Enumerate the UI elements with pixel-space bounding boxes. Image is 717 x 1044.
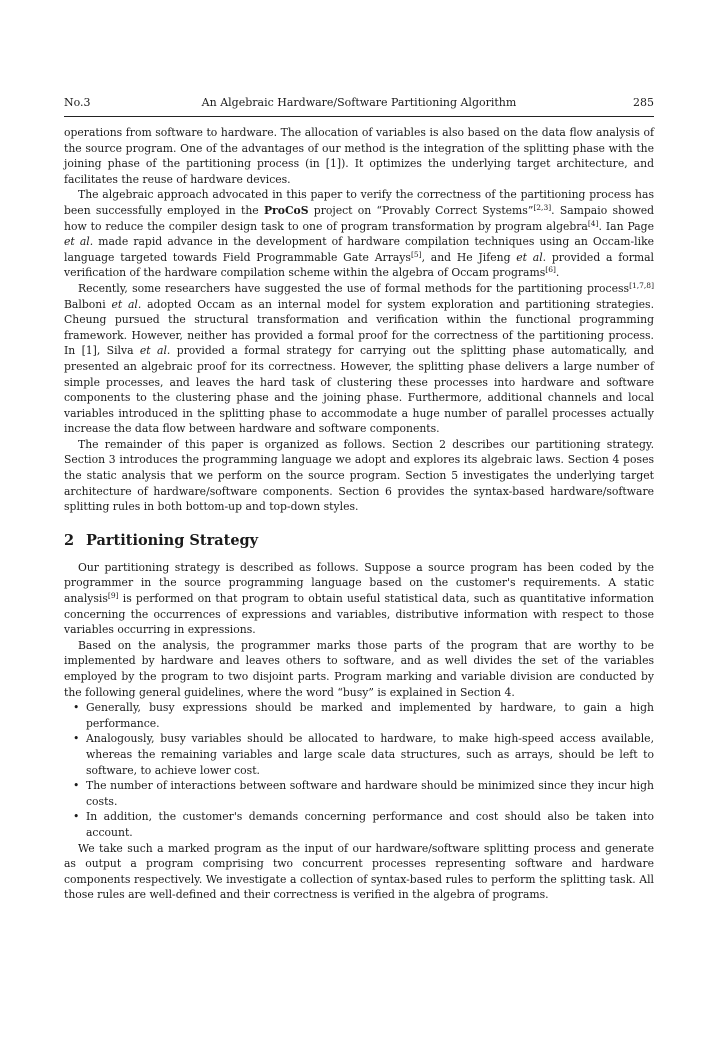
citation: [1,7,8] <box>629 280 654 290</box>
citation: [5] <box>410 249 422 259</box>
section-heading <box>64 532 654 550</box>
list-item: • Analogously, busy variables should be allocated to hardware, to make high-speed access available, whereas the remaining variables and large scale data structures, such as arrays, should be left to software, to achieve lower cost. <box>73 732 654 777</box>
running-title: An Algebraic Hardware/Software Partitioning Algorithm <box>201 96 517 109</box>
list-item: • In addition, the customer's demands concerning performance and cost should also be taken into account. <box>73 810 654 839</box>
list-item: • The number of interactions between software and hardware should be minimized since they incur high costs. <box>73 779 654 808</box>
citation: [4] <box>587 218 599 228</box>
header-rule <box>64 116 654 117</box>
bullet-icon: • <box>73 732 80 746</box>
paragraph-organization: The remainder of this paper is organized as follows. Section 2 describes our partitioning strategy. Section 3 introduces the programming language we adopt and explores its algebraic laws. Section 4 poses the static analysis that we perform on the source program. Section 5 investigates the underlying target architecture of hardware/software components. Section 6 provides the syntax-based hardware/software splitting rules in both bottom-up and top-down styles. <box>64 437 654 514</box>
section-title: Partitioning Strategy <box>86 531 259 549</box>
paragraph-splitting: We take such a marked program as the input of our hardware/software splitting process and generate as output a program comprising two concurrent processes representing software and hardware components respectively. We investigate a collection of syntax-based rules to perform the splitting task. All those rules are well-defined and their correctness is verified in the algebra of programs. <box>64 841 654 902</box>
citation: [2,3] <box>533 202 552 212</box>
body-text <box>64 125 654 903</box>
journal-issue: No.3 <box>64 96 91 109</box>
list-item: • Generally, busy expressions should be marked and implemented by hardware, to gain a high performance. <box>73 701 654 730</box>
citation: [6] <box>545 265 556 275</box>
paragraph-marking: Based on the analysis, the programmer marks those parts of the program that are worthy to be implemented by hardware and leaves others to software, and as well divides the set of the variables employed by the program to two disjoint parts. Program marking and variable division are conducted by the following general guidelines, where the word “busy” is explained in Section 4. <box>64 638 654 699</box>
bullet-icon: • <box>73 810 80 824</box>
project-name: ProCoS <box>263 203 309 217</box>
paragraph-related-work: Recently, some researchers have suggested the use of formal methods for the partitioning process[1,7,8] Balboni et al. adopted Occam as an internal model for system exploration and partitioning strategies. Cheung pursued the structural transformation and verification within the functional programming framework. However, neither has provided a formal proof for the correctness of the partitioning process. In [1], Silva et al. provided a formal strategy for carrying out the splitting phase automatically, and presented an algebraic proof for its correctness. However, the splitting phase delivers a large number of simple processes, and leaves the hard task of clustering these processes into hardware and software components to the clustering phase and the joining phase. Furthermore, additional channels and local variables introduced in the splitting phase to accommodate a huge number of parallel processes actually increase the data flow between hardware and software components. <box>64 280 655 436</box>
guidelines-list <box>64 700 654 840</box>
citation: [9] <box>107 591 119 601</box>
bullet-icon: • <box>73 779 80 793</box>
paragraph-strategy: Our partitioning strategy is described as follows. Suppose a source program has been coded by the programmer in the source programming language based on the customer's requirements. A static analysis[9] is performed on that program to obtain useful statistical data, such as quantitative information concerning the occurrences of expressions and variables, distributive information with respect to those variables occurring in expressions. <box>64 560 654 637</box>
section-number: 2 <box>64 531 75 549</box>
paragraph-continued: operations from software to hardware. The allocation of variables is also based on the data flow analysis of the source program. One of the advantages of our method is the integration of the splitting phase with the joining phase of the partitioning process (in [1]). It optimizes the underlying target architecture, and facilitates the reuse of hardware devices. <box>64 126 654 186</box>
bullet-icon: • <box>73 701 80 715</box>
page-number: 285 <box>633 96 654 109</box>
paragraph-algebraic-approach: The algebraic approach advocated in this paper to verify the correctness of the partitioning process has been successfully employed in the ProCoS project on “Provably Correct Systems”[2,3]. Sampaio showed how to reduce the compiler design task to one of program transformation by program algebra[4]. Ian Page et al. made rapid advance in the development of hardware compilation techniques using an Occam-like language targeted towards Field Programmable Gate Arrays[5], and He Jifeng et al. provided a formal verification of the hardware compilation scheme within the algebra of Occam programs[6]. <box>64 188 655 280</box>
